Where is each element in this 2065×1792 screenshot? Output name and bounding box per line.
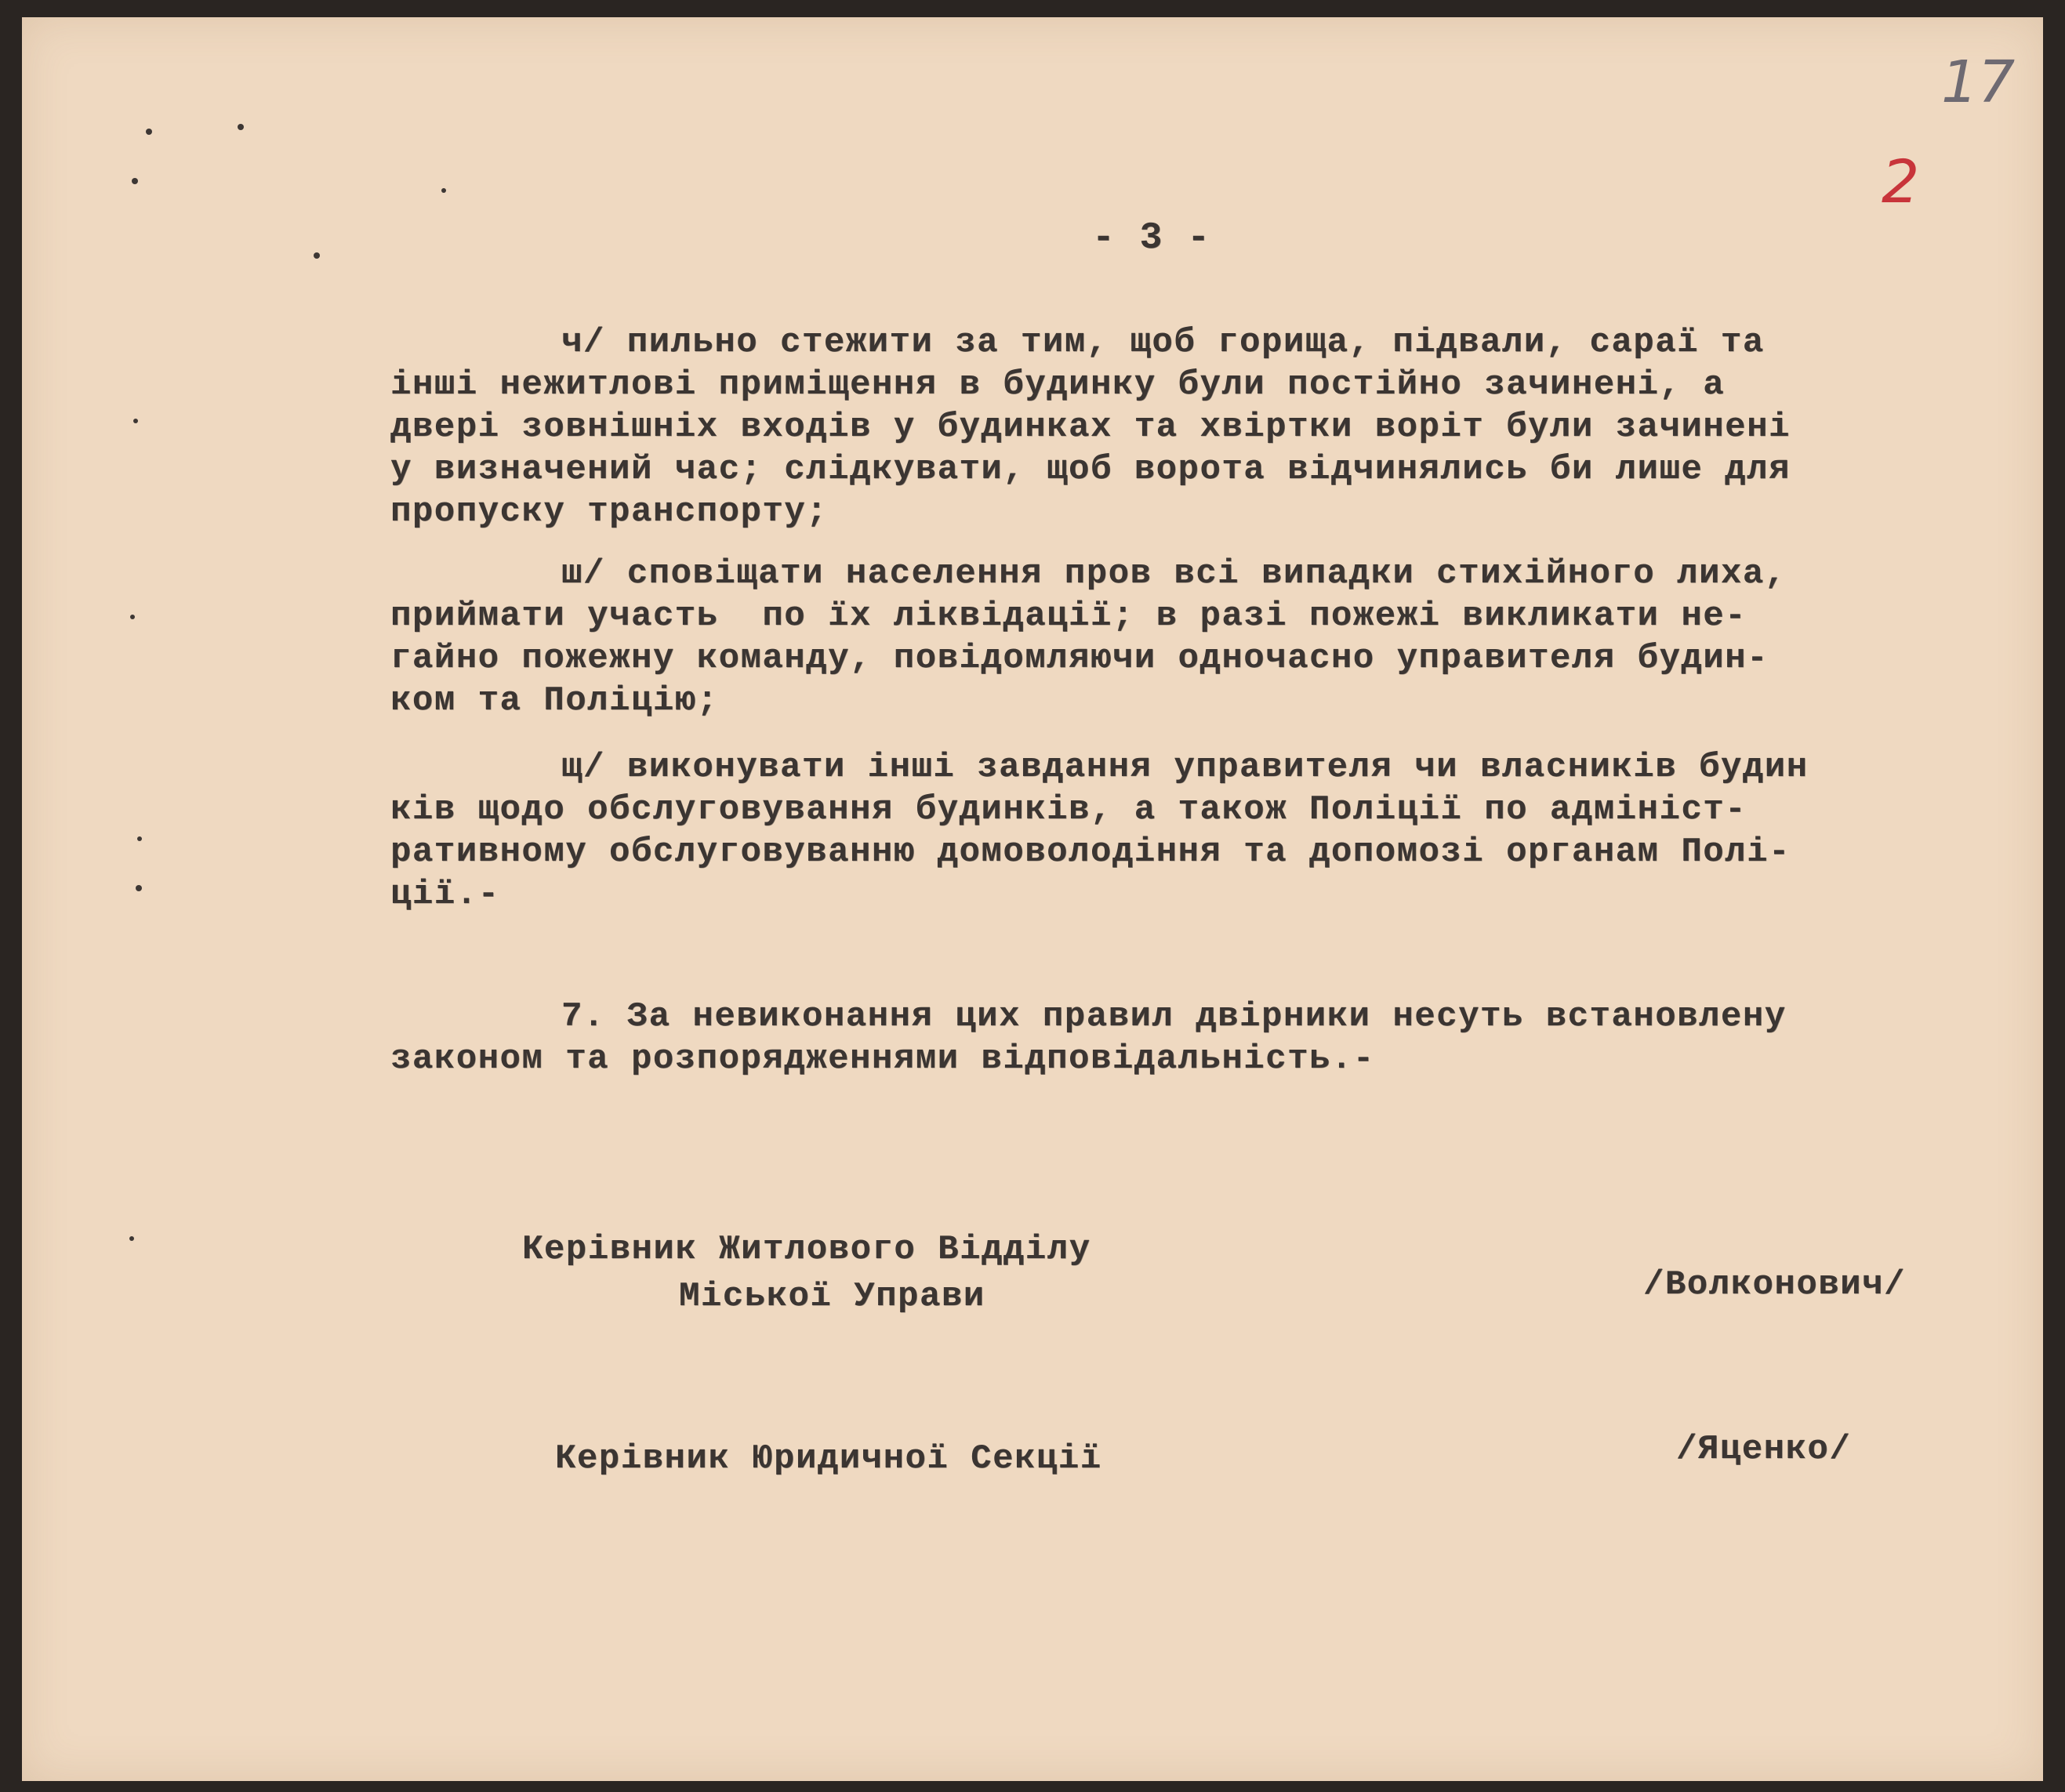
punch-hole	[441, 188, 446, 193]
punch-hole	[133, 419, 138, 423]
page-number: - 3 -	[1092, 217, 1211, 259]
text-line: пропуску транспорту;	[390, 492, 829, 531]
text-line: щ/ виконувати інші завдання управителя чи власників будин	[561, 748, 1809, 787]
text-line: ративному обслуговуванню домоволодіння та допомозі органам Полі-	[390, 833, 1791, 872]
text-line: ш/ сповіщати населення пров всі випадки стихійного лиха,	[561, 554, 1787, 593]
document-page	[22, 17, 2043, 1781]
text-line: у визначений час; слідкувати, щоб ворота відчинялись би лише для	[390, 450, 1791, 489]
text-line: двері зовнішніх входів у будинках та хвіртки воріт були зачинені	[390, 408, 1791, 447]
punch-hole	[129, 1236, 134, 1241]
punch-hole	[238, 124, 244, 130]
pencil-page-mark: 17	[1941, 49, 2016, 116]
text-line: гайно пожежну команду, повідомляючи одночасно управителя будин-	[390, 639, 1769, 678]
signature-title: Керівник Житлового Відділу	[522, 1230, 1091, 1269]
punch-hole	[136, 885, 142, 891]
signature-name: /Волконович/	[1643, 1265, 1906, 1304]
punch-hole	[146, 129, 152, 135]
paragraph-sh	[390, 553, 2045, 722]
red-page-mark: 2	[1882, 147, 1920, 216]
punch-hole	[132, 178, 138, 184]
paragraph-shch	[390, 746, 2045, 916]
signature-title: Міської Управи	[679, 1277, 985, 1316]
text-line: приймати участь по їх ліквідації; в разі пожежі викликати не-	[390, 597, 1747, 636]
punch-hole	[314, 252, 320, 259]
text-line: ків щодо обслуговування будинків, а також Поліції по адмініст-	[390, 790, 1747, 829]
text-line: ч/ пильно стежити за тим, щоб горища, підвали, сараї та	[561, 323, 1765, 362]
text-line: законом та розпорядженнями відповідальність.-	[390, 1039, 1375, 1079]
text-line: ком та Поліцію;	[390, 681, 719, 720]
paragraph-ch	[390, 321, 2045, 533]
paragraph-7	[390, 996, 2045, 1080]
signature-title: Керівник Юридичної Секції	[555, 1439, 1102, 1478]
text-line: 7. За невиконання цих правил двірники несуть встановлену	[561, 997, 1787, 1036]
text-line: ції.-	[390, 875, 500, 914]
punch-hole	[137, 836, 142, 841]
punch-hole	[130, 615, 135, 619]
text-line: інші нежитлові приміщення в будинку були постійно зачинені, а	[390, 365, 1726, 404]
signature-name: /Яценко/	[1676, 1430, 1852, 1469]
